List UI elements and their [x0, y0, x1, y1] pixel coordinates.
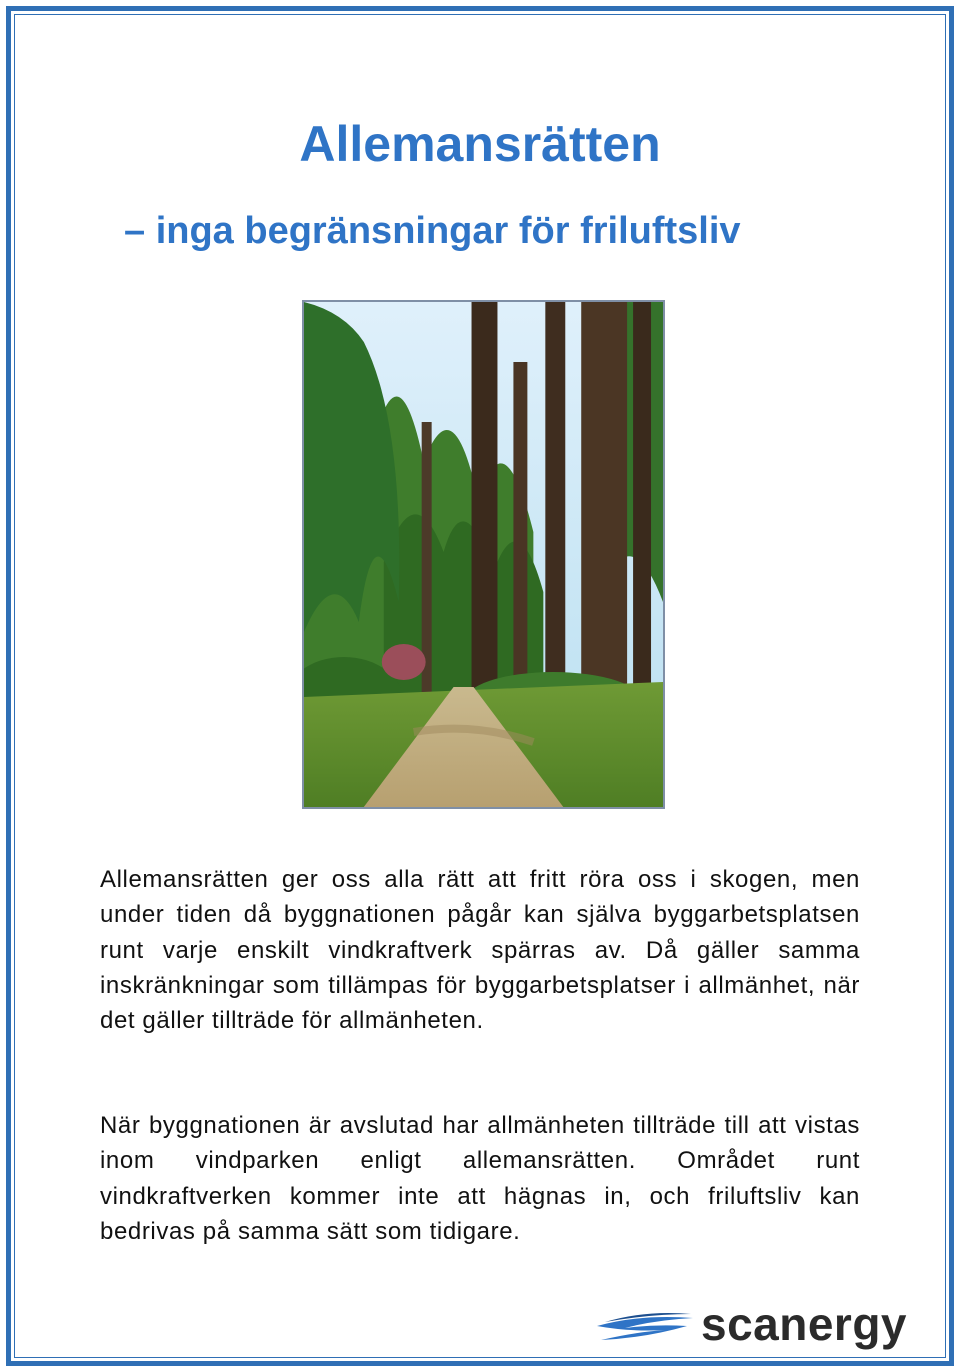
forest-path-photo: [302, 300, 665, 809]
swoosh-icon: [595, 1304, 695, 1344]
forest-illustration: [304, 302, 663, 807]
paragraph-2: När byggnationen är avslutad har allmänheten tillträde till att vistas inom vindparken enligt allemansrätten. Området runt vindkraftverken kommer inte att hägnas in, och friluftsliv kan bedrivas på samma sätt som tidigare.: [100, 1112, 860, 1245]
page-title: Allemansrätten: [299, 116, 661, 172]
paragraph-1: Allemansrätten ger oss alla rätt att fritt röra oss i skogen, men under tiden då byggnationen pågår kan själva byggarbetsplatsen runt varje enskilt vindkraftverk spärras av. Då gäller samma inskränkningar som tillämpas för byggarbetsplatser i allmänhet, när det gäller tillträde för allmänheten.: [100, 866, 860, 1035]
logo-text: scanergy: [701, 1298, 908, 1350]
scanergy-logo: [595, 1296, 940, 1356]
page-subtitle: – inga begränsningar för friluftsliv: [124, 210, 741, 252]
